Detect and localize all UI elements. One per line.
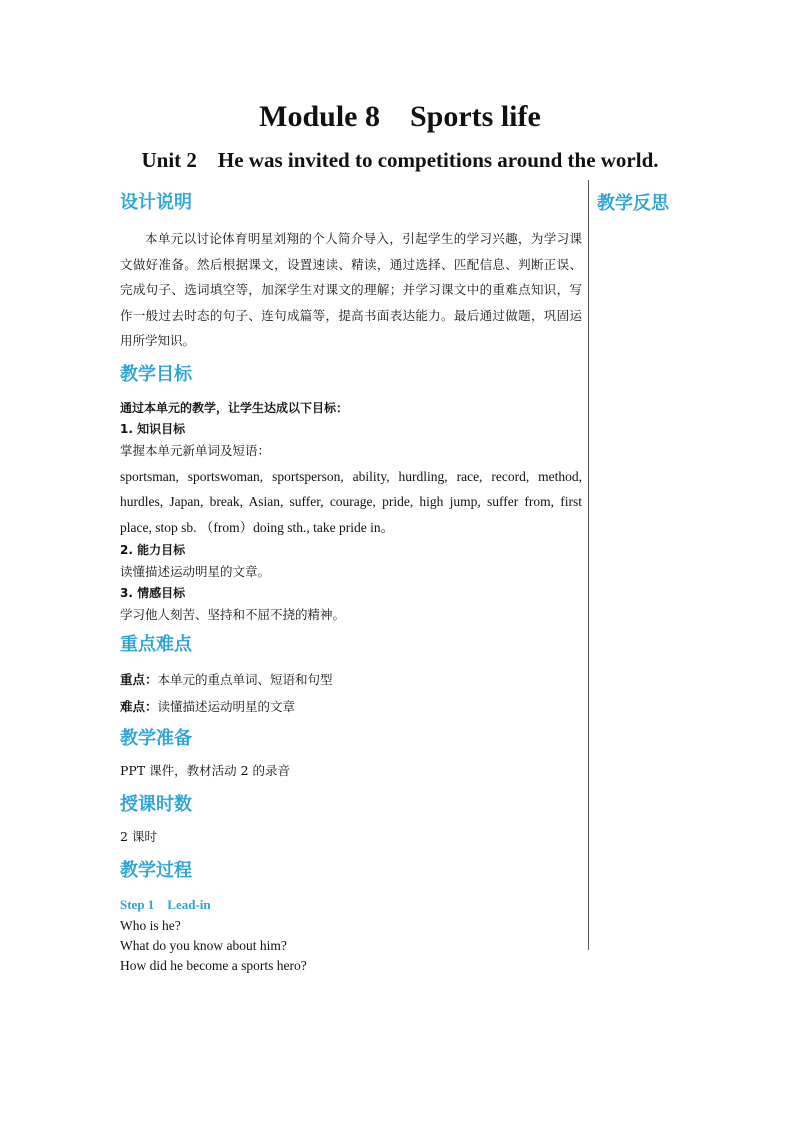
- design-section: [120, 190, 582, 354]
- process-section: [120, 858, 582, 976]
- key-heading: 重点难点: [120, 634, 192, 655]
- goals-section: [120, 362, 582, 627]
- process-heading: 教学过程: [120, 860, 192, 881]
- hours-heading: 授课时数: [120, 794, 192, 815]
- question-2: What do you know about him?: [120, 938, 287, 953]
- ability-goal-title: 2. 能力目标: [120, 543, 186, 557]
- hours-text: 2 课时: [120, 829, 157, 844]
- emotion-goal-desc: 学习他人刻苦、坚持和不屈不挠的精神。: [120, 607, 346, 622]
- design-text: 本单元以讨论体育明星刘翔的个人简介导入，引起学生的学习兴趣，为学习课文做好准备。然后根据课文，设置速读、精读，通过选择、匹配信息、判断正误、完成句子、选词填空等，加深学生对课文的理解；并学习课文中的重难点知识，写作一般过去时态的句子、连句成篇等，提高书面表达能力。最后通过做题，巩固运用所学知识。: [120, 231, 582, 348]
- prep-heading: 教学准备: [120, 728, 192, 749]
- emotion-goal-title: 3. 情感目标: [120, 586, 186, 600]
- design-heading: 设计说明: [120, 192, 192, 213]
- goals-heading: 教学目标: [120, 363, 192, 385]
- prep-section: [120, 726, 582, 782]
- focus-line: [120, 666, 582, 693]
- knowledge-goal-desc: 掌握本单元新单词及短语：: [120, 442, 271, 458]
- question-3: How did he become a sports hero?: [120, 958, 307, 973]
- main-column: [120, 190, 582, 976]
- difficulty-text: 读懂描述运动明星的文章: [157, 699, 296, 714]
- unit-subtitle: Unit 2 He was invited to competitions around the world.: [141, 148, 659, 172]
- ability-goal-desc: 读懂描述运动明星的文章。: [120, 564, 271, 579]
- focus-label: 重点：: [120, 672, 158, 687]
- key-section: [120, 632, 582, 720]
- focus-text: 本单元的重点单词、短语和句型: [157, 672, 333, 687]
- reflection-heading: 教学反思: [597, 193, 669, 214]
- step-1-heading: Step 1 Lead-in: [120, 897, 211, 912]
- module-title: Module 8 Sports life: [259, 100, 541, 133]
- goals-intro: 通过本单元的教学，让学生达成以下目标：: [120, 400, 349, 415]
- column-divider: [588, 180, 589, 950]
- prep-text: PPT 课件，教材活动 2 的录音: [120, 763, 291, 778]
- difficulty-label: 难点：: [120, 699, 158, 714]
- knowledge-goal-title: 1. 知识目标: [120, 421, 186, 436]
- vocabulary-list: sportsman, sportswoman, sportsperson, ability, hurdling, race, record, method, hurdles, Japan, break, Asian, suffer, courage, pride, high jump, suffer from, first place, stop sb. （from）doing sth., take pride in。: [120, 468, 582, 535]
- difficulty-line: [120, 693, 582, 720]
- hours-section: [120, 792, 582, 848]
- question-1: Who is he?: [120, 918, 181, 933]
